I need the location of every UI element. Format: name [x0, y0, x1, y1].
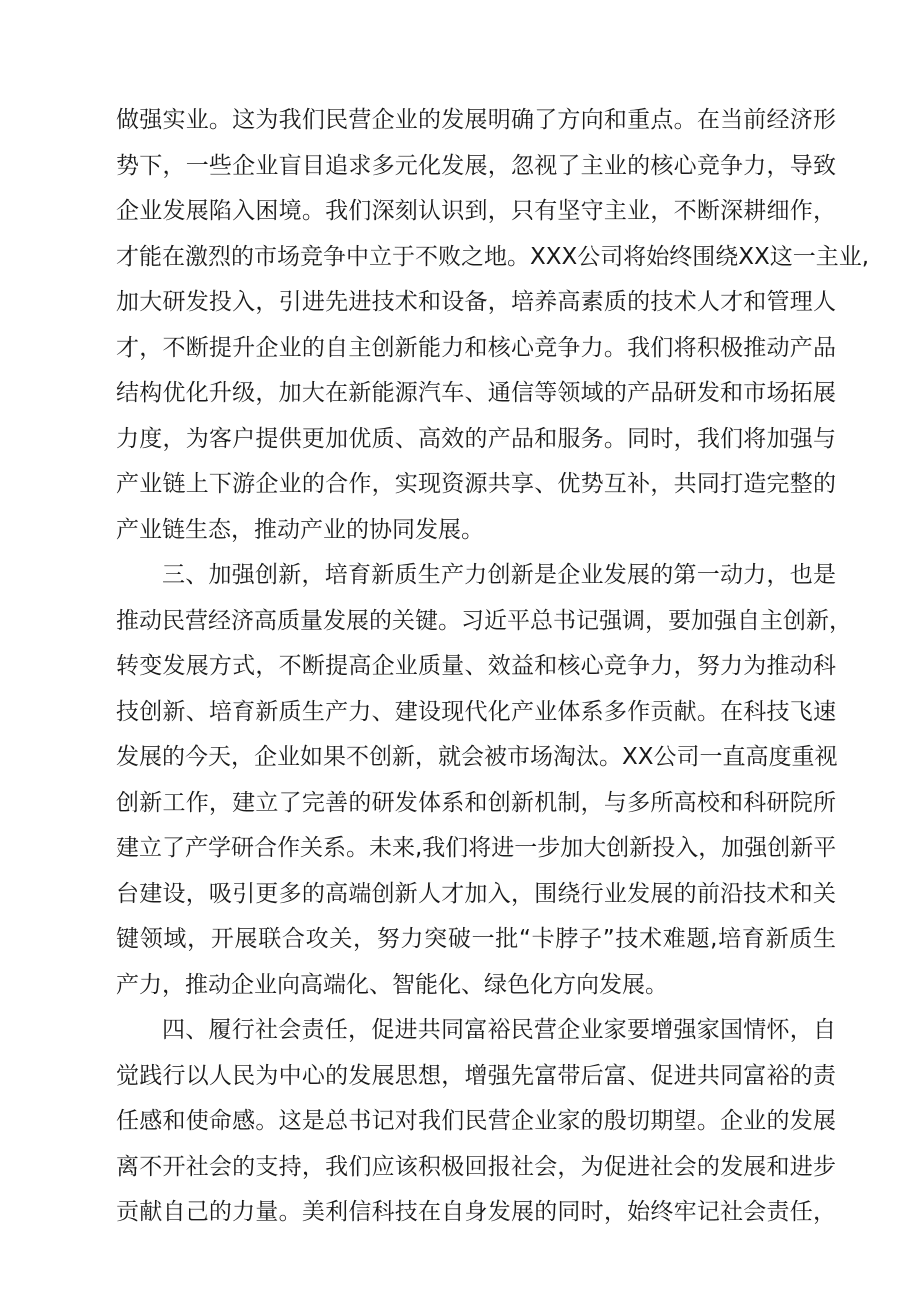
text-line: 台建设，吸引更多的高端创新人才加入，围绕行业发展的前沿技术和关 — [116, 880, 836, 907]
text-line: 建立了产学研合作关系。未来,我们将进一步加大创新投入，加强创新平 — [116, 835, 837, 861]
text-line: 任感和使命感。这是总书记对我们民营企业家的殷切期望。企业的发展 — [116, 1108, 836, 1134]
text-line: 产业链上下游企业的合作，实现资源共享、优势互补，共同打造完整的 — [116, 471, 836, 497]
text-line: 做强实业。这为我们民营企业的发展明确了方向和重点。在当前经济形 — [116, 107, 836, 133]
text-line: 觉践行以人民为中心的发展思想，增强先富带后富、促进共同富裕的责 — [116, 1062, 836, 1089]
section-heading-line: 四、履行社会责任，促进共同富裕民营企业家要增强家国情怀，自 — [162, 1017, 836, 1043]
body-text — [116, 98, 870, 1236]
text-line: 才能在激烈的市场竞争中立于不败之地。XXX公司将始终围绕XX这一主业, — [116, 243, 870, 270]
text-line: 企业发展陷入困境。我们深刻认识到，只有坚守主业，不断深耕细作， — [116, 198, 836, 224]
section-heading-line: 三、加强创新，培育新质生产力创新是企业发展的第一动力，也是 — [162, 562, 836, 588]
text-line: 结构优化升级，加大在新能源汽车、通信等领域的产品研发和市场拓展 — [116, 380, 836, 406]
text-line: 加大研发投入，引进先进技术和设备，培养高素质的技术人才和管理人 — [116, 289, 836, 315]
text-line: 离不开社会的支持，我们应该积极回报社会，为促进社会的发展和进步 — [116, 1153, 836, 1180]
text-line: 势下，一些企业盲目追求多元化发展，忽视了主业的核心竞争力，导致 — [116, 152, 836, 179]
text-line: 贡献自己的力量。美利信科技在自身发展的同时，始终牢记社会责任， — [116, 1199, 836, 1225]
text-line: 键领域，开展联合攻关，努力突破一批“卡脖子”技术难题,培育新质生 — [116, 926, 836, 952]
text-line: 发展的今天，企业如果不创新，就会被市场淘汰。XX公司一直高度重视 — [116, 744, 838, 770]
text-line: 转变发展方式，不断提高企业质量、效益和核心竞争力，努力为推动科 — [116, 653, 836, 679]
text-line: 推动民营经济高质量发展的关键。习近平总书记强调，要加强自主创新， — [116, 607, 852, 634]
text-line: 才，不断提升企业的自主创新能力和核心竞争力。我们将积极推动产品 — [116, 334, 836, 361]
text-line: 技创新、培育新质生产力、建设现代化产业体系多作贡献。在科技飞速 — [116, 698, 836, 725]
text-line: 创新工作，建立了完善的研发体系和创新机制，与多所高校和科研院所 — [116, 789, 836, 816]
text-line: 力度，为客户提供更加优质、高效的产品和服务。同时，我们将加强与 — [116, 425, 836, 452]
text-line: 产业链生态，推动产业的协同发展。 — [116, 516, 484, 543]
text-line: 产力，推动企业向高端化、智能化、绿色化方向发展。 — [116, 971, 668, 998]
